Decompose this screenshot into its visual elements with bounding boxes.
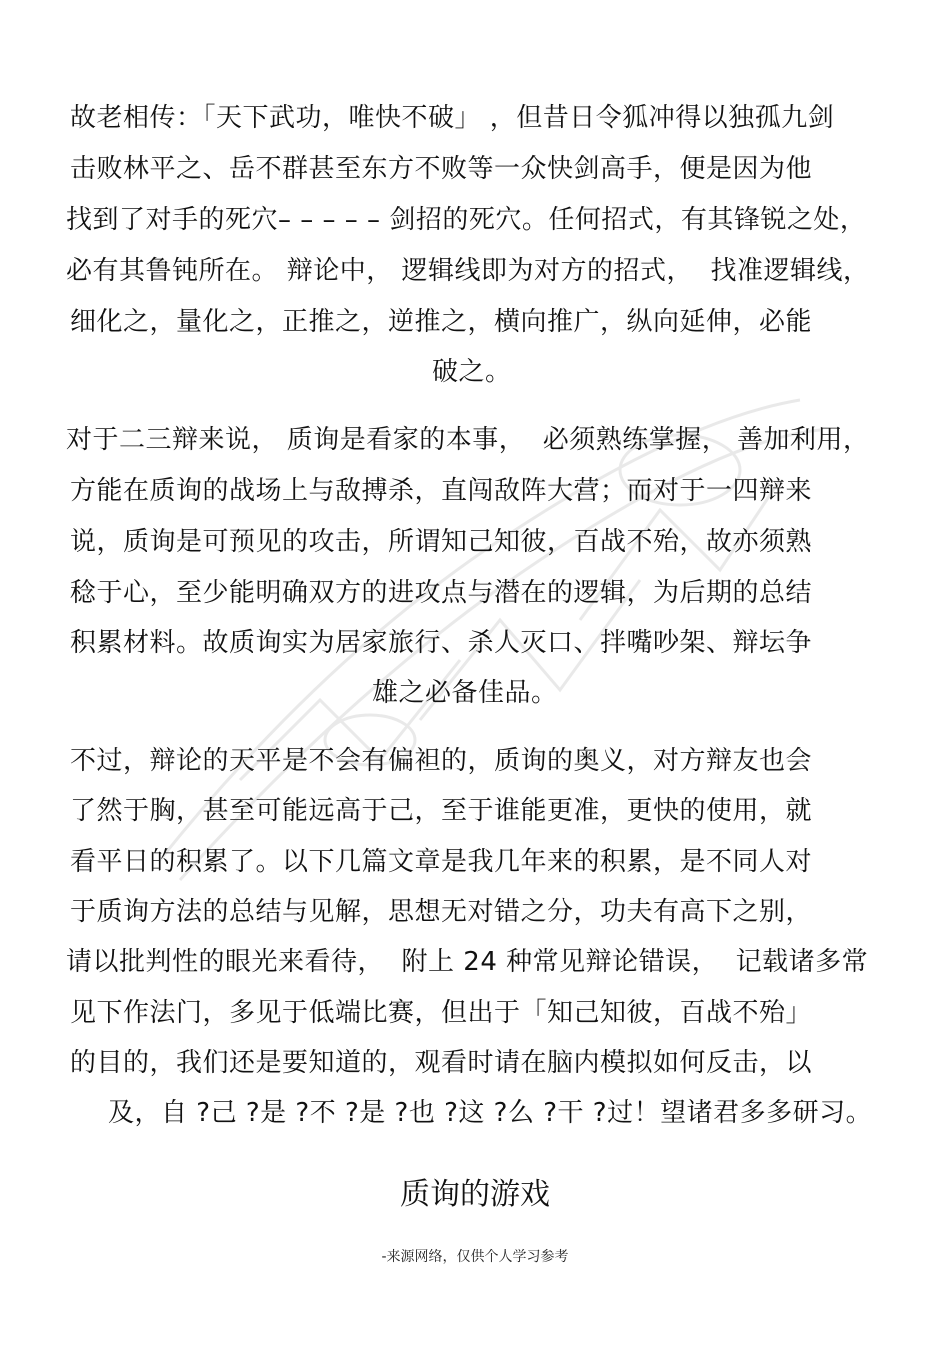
paragraph-1-line-6: 破之。 [432, 357, 512, 387]
footer-source-note: -来源网络，仅供个人学习参考 [381, 1249, 569, 1265]
section-title: 质询的游戏 [400, 1177, 550, 1212]
paragraph-3-line-2: 了然于胸，甚至可能远高于己，至于谁能更准，更快的使用，就 [70, 796, 813, 826]
paragraph-3-line-5: 请以批判性的眼光来看待， 附上 24 种常见辩论错误， 记载诸多常 [66, 947, 869, 977]
paragraph-2-line-4: 稔于心，至少能明确双方的进攻点与潜在的逻辑，为后期的总结 [70, 578, 813, 608]
paragraph-3-line-7: 的目的，我们还是要知道的，观看时请在脑内模拟如何反击，以 [70, 1048, 813, 1078]
paragraph-1-line-4: 必有其鲁钝所在。 辩论中， 逻辑线即为对方的招式， 找准逻辑线， [66, 256, 870, 286]
paragraph-1-line-5: 细化之，量化之，正推之，逆推之，横向推广，纵向延伸，必能 [70, 307, 813, 337]
paragraph-3-line-6: 见下作法门，多见于低端比赛，但出于「知己知彼，百战不殆」 [70, 998, 813, 1028]
paragraph-1-line-3: 找到了对手的死穴– – – – – 剑招的死穴。任何招式，有其锋锐之处， [66, 205, 867, 235]
paragraph-3-line-8: 及，自 ?己 ?是 ?不 ?是 ?也 ?这 ?么 ?干 ?过！望诸君多多研习。 [108, 1098, 873, 1128]
paragraph-2-line-6: 雄之必备佳品。 [372, 678, 558, 708]
paragraph-2-line-2: 方能在质询的战场上与敌搏杀，直闯敌阵大营；而对于一四辩来 [70, 476, 813, 506]
paragraph-1-line-1: 故老相传：「天下武功，唯快不破」 ，但昔日令狐冲得以独孤九剑 [70, 103, 835, 133]
paragraph-2-line-1: 对于二三辩来说， 质询是看家的本事， 必须熟练掌握， 善加利用， [66, 425, 870, 455]
paragraph-2-line-5: 积累材料。故质询实为居家旅行、杀人灭口、拌嘴吵架、辩坛争 [70, 628, 813, 658]
paragraph-3-line-4: 于质询方法的总结与见解，思想无对错之分，功夫有高下之别， [70, 897, 813, 927]
paragraph-2-line-3: 说，质询是可预见的攻击，所谓知己知彼，百战不殆，故亦须熟 [70, 527, 813, 557]
paragraph-3-line-1: 不过，辩论的天平是不会有偏袒的，质询的奥义，对方辩友也会 [70, 746, 813, 776]
paragraph-1-line-2: 击败林平之、岳不群甚至东方不败等一众快剑高手，便是因为他 [70, 154, 813, 184]
paragraph-3-line-3: 看平日的积累了。以下几篇文章是我几年来的积累，是不同人对 [70, 847, 813, 877]
